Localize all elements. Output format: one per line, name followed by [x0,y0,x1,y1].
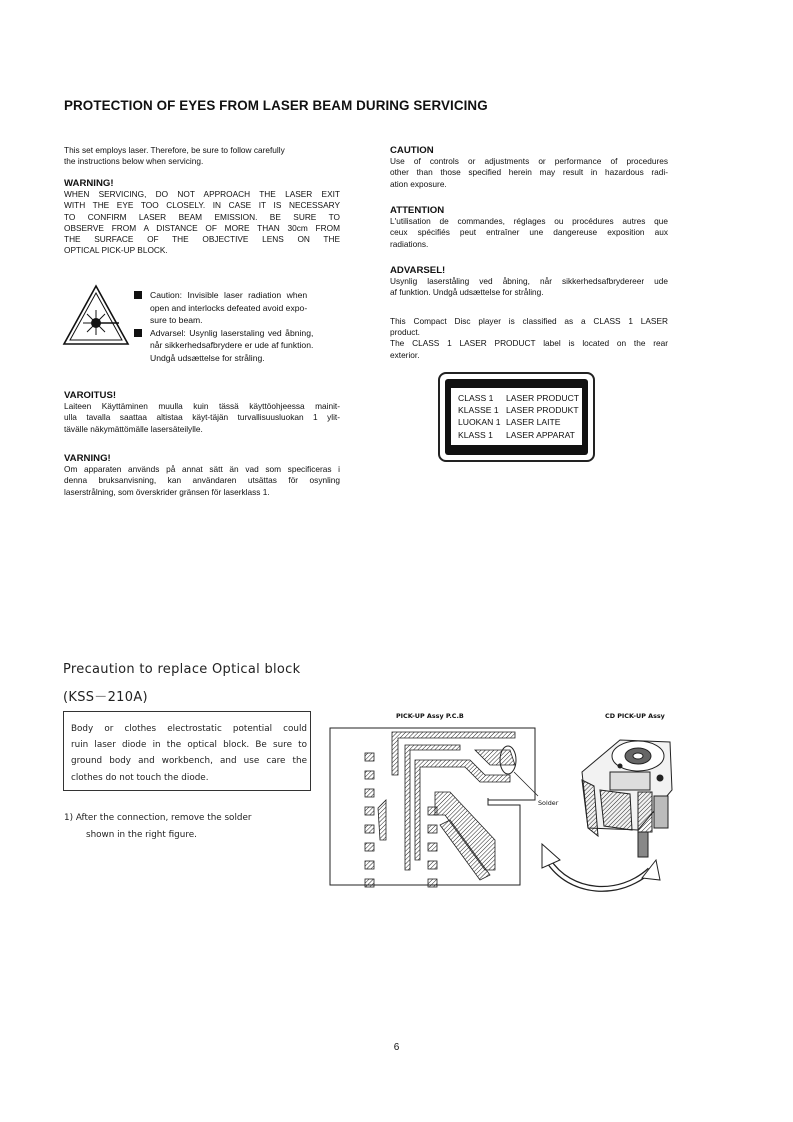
caution-section [390,145,668,190]
class1-laser-label [438,372,595,462]
bullet-line: Undgå udsættelse for stråling. [150,352,265,363]
laser-caution-list [134,289,342,365]
varoitus-line: tävälle näkymättömälle lasersäteilylle. [64,423,203,434]
step-line: 1) After the connection, remove the solder [64,813,252,823]
varning-line: denna bruksanvisning, kan användaren utsättas för osynling [64,475,340,486]
warning-heading: WARNING! [64,178,114,189]
varoitus-line: ulla tavalla saattaa altistaa käyt-täjän turvallisuusluokan 1 ylit- [64,412,340,423]
esd-line: Body or clothes electrostatic potential could [71,724,307,734]
intro-line: the instructions below when servicing. [64,156,204,167]
esd-line: ruin laser diode in the optical block. Be sure to [71,740,307,751]
class-line: The CLASS 1 LASER PRODUCT label is located on the rear [390,338,668,349]
bullet-line: open and interlocks defeated avoid expo- [150,302,308,313]
caution-line: Use of controls or adjustments or performance of procedures [390,156,668,167]
attention-line: ceux spécifiés peut entraîner une dangereuse exposition aux [390,227,668,238]
class-line: This Compact Disc player is classified as a CLASS 1 LASER [390,316,668,326]
list-item [134,289,342,327]
warning-line: THE SURFACE OF THE OBJECTIVE LENS ON THE [64,234,340,245]
list-item [134,327,342,365]
warning-line: TO CONFIRM LASER BEAM EMISSION. BE SURE TO [64,211,340,222]
varning-line: laserstrålning, som överskrider gränsen för laserklass 1. [64,486,270,497]
caution-heading: CAUTION [390,145,434,156]
class-line: exterior. [390,349,420,360]
laser-warning-icon [61,283,131,347]
warning-line: OBSERVE FROM A DISTANCE OF MORE THAN 30cm FROM [64,222,340,233]
warning-line: WHEN SERVICING, DO NOT APPROACH THE LASER EXIT [64,189,340,200]
cd-pickup-assy [582,740,672,857]
label-row: KLASSE 1 LASER PRODUKT [458,405,579,416]
warning-section [64,178,340,256]
attention-section [390,205,668,250]
page-title: PROTECTION OF EYES FROM LASER BEAM DURING SERVICING [64,98,488,113]
attention-line: L'utilisation de commandes, réglages ou procédures autres que [390,216,668,227]
caution-line: other than those specified herein may result in hazardous radi- [390,167,668,178]
pickup-figure [320,720,680,900]
precaution-title: Precaution to replace Optical block [63,662,301,677]
warning-line: WITH THE EYE TOO CLOSELY. IN CASE IT IS NECESSARY [64,200,340,211]
caution-line: ation exposure. [390,178,447,189]
attention-heading: ATTENTION [390,205,445,216]
varoitus-line: Laiteen Käyttäminen muulla kuin tässä käyttöohjeessa mainit- [64,401,340,412]
varning-line: Om apparaten används på annat sätt än vad som specificeras i [64,464,340,475]
warning-line: OPTICAL PICK-UP BLOCK. [64,245,168,256]
page-number: 6 [393,1042,400,1053]
varning-heading: VARNING! [64,453,111,464]
advarsel-line: Usynlig laserståling ved åbning, når sikkerhedsafbrydereer ude [390,276,668,287]
left-column [64,145,339,167]
pcb-board [365,732,515,887]
class-info [390,316,668,361]
solder-label: Solder [538,799,559,807]
bullet-icon [134,291,142,299]
varoitus-section [64,390,340,435]
advarsel-line: af funktion. Undgå udsættelse for stråling. [390,287,544,298]
step-line: shown in the right figure. [86,830,197,840]
class-line: product. [390,327,420,338]
bullet-line: Caution: Invisible laser radiation when [150,290,308,300]
label-row: KLASS 1 LASER APPARAT [458,429,575,440]
bullet-line: når sikkerhedsafbrydere er ude af funktion. [150,340,314,351]
intro-line: This set employs laser. Therefore, be sure to follow carefully [64,145,285,155]
esd-line: clothes do not touch the diode. [71,772,209,783]
pcb-label: PICK-UP Assy P.C.B [396,712,464,720]
bullet-line: sure to beam. [150,315,203,326]
bullet-line: Advarsel: Usynlig laserstaling ved åbning, [150,327,314,338]
advarsel-section [390,265,668,299]
attention-line: radiations. [390,238,429,249]
label-row: LUOKAN 1 LASER LAITE [458,417,561,428]
varning-section [64,453,340,498]
cd-pickup-label: CD PICK-UP Assy [605,712,665,720]
step-instruction [64,810,314,844]
advarsel-heading: ADVARSEL! [390,265,446,276]
precaution-model: (KSS－210A) [63,690,148,705]
bullet-icon [134,329,142,337]
esd-warning-box [63,711,311,791]
label-row: CLASS 1 LASER PRODUCT [458,393,580,403]
esd-line: ground body and workbench, and use care the [71,756,307,767]
varoitus-heading: VAROITUS! [64,390,117,401]
